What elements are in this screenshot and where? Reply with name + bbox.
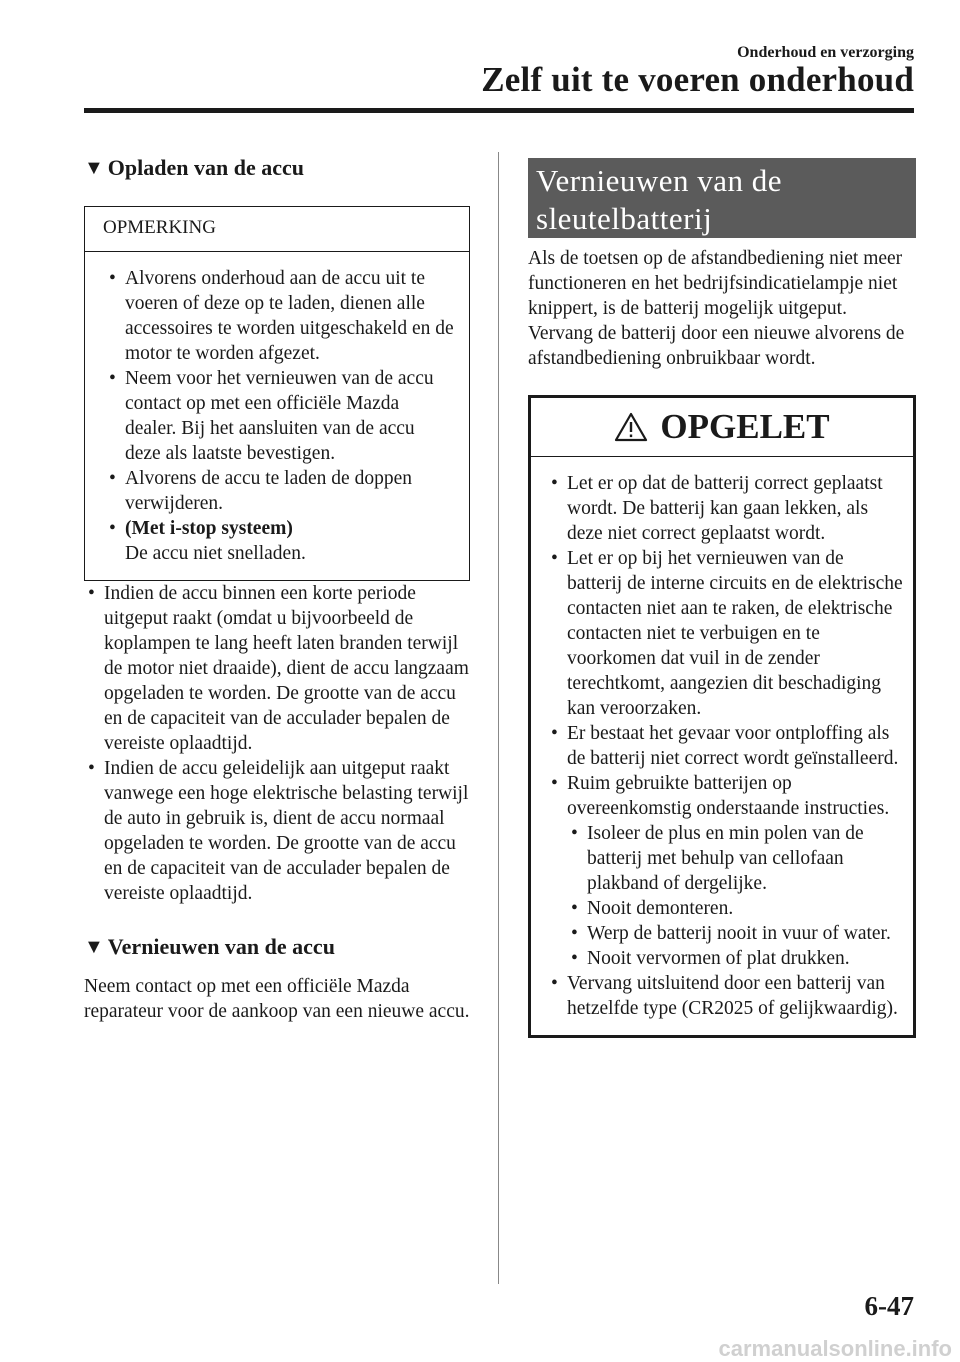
section-heading-charging <box>84 155 470 181</box>
chapter-title: Zelf uit te voeren onderhoud <box>481 60 914 99</box>
sub-item: • Werp de batterij nooit in vuur of water. <box>567 921 903 946</box>
charging-list <box>84 581 470 906</box>
caution-body <box>531 457 913 1035</box>
istop-label: (Met i-stop systeem) <box>125 518 293 539</box>
note-item: • Alvorens de accu te laden de doppen verwijderen. <box>105 466 455 516</box>
page-number: 6-47 <box>864 1291 914 1321</box>
caution-item <box>547 771 903 971</box>
section-title: Opladen van de accu <box>107 155 304 180</box>
list-item: • Indien de accu geleidelijk aan uitgeput raakt vanwege een hoge elektrische belasting terwijl de auto in gebruik is, dient de accu normaal opgeladen te worden. De grootte van de accu en de capaciteit van de acculader bepalen de vereiste oplaadtijd. <box>84 756 470 906</box>
heading-line: sleutelbatterij <box>536 201 713 236</box>
triangle-down-icon: ▼ <box>84 935 104 958</box>
sub-item: • Nooit demonteren. <box>567 896 903 921</box>
note-item-istop <box>105 516 455 566</box>
caution-item-text: Ruim gebruikte batterijen op overeenkomstig onderstaande instructies. <box>567 773 890 819</box>
note-body <box>85 252 469 580</box>
list-item: • Indien de accu binnen een korte periode uitgeput raakt (omdat u bijvoorbeeld de koplampen te lang heeft laten branden terwijl de motor niet draaide), dient de accu langzaam opgeladen te worden. De grootte van de accu en de capaciteit van de acculader bepalen de vereiste oplaadtijd. <box>84 581 470 756</box>
caution-title: OPGELET <box>660 407 830 446</box>
disposal-sublist <box>567 821 903 971</box>
triangle-down-icon: ▼ <box>84 156 104 179</box>
istop-text: De accu niet snelladen. <box>125 543 306 564</box>
warning-icon <box>614 412 648 442</box>
caution-item: • Er bestaat het gevaar voor ontploffing als de batterij niet correct wordt geïnstalleerd. <box>547 721 903 771</box>
caution-box <box>528 395 916 1038</box>
section-title: Vernieuwen van de accu <box>107 934 335 959</box>
caution-item: • Let er op bij het vernieuwen van de batterij de interne circuits en de elektrische contacten niet aan te raken, de elektrische contacten niet te verbuigen en te voorkomen dat vuil in de zender terechtkomt, aangezien dit beschadiging kan veroorzaken. <box>547 546 903 721</box>
sub-item: • Nooit vervormen of plat drukken. <box>567 946 903 971</box>
chapter-subtitle: Onderhoud en verzorging <box>737 44 914 61</box>
caution-item: • Let er op dat de batterij correct geplaatst wordt. De batterij kan gaan lekken, als deze niet correct geplaatst wordt. <box>547 471 903 546</box>
left-column <box>84 155 470 1024</box>
caution-heading <box>531 398 913 457</box>
note-heading: OPMERKING <box>85 207 469 252</box>
intro-paragraph: Vervang de batterij door een nieuwe alvorens de afstandbediening onbruikbaar wordt. <box>528 323 905 369</box>
note-item: • Alvorens onderhoud aan de accu uit te voeren of deze op te laden, dienen alle accessoires te worden uitgeschakeld en de motor te worden afgezet. <box>105 266 455 366</box>
heading-line: Vernieuwen van de <box>536 163 783 198</box>
section-heading-replace-battery <box>84 934 470 960</box>
note-box <box>84 206 470 581</box>
sub-item: • Isoleer de plus en min polen van de batterij met behulp van cellofaan plakband of dergelijke. <box>567 821 903 896</box>
note-item: • Neem voor het vernieuwen van de accu contact op met een officiële Mazda dealer. Bij het aansluiten van de accu deze als laatste bevestigen. <box>105 366 455 466</box>
column-divider <box>498 152 499 1284</box>
intro-paragraph: Als de toetsen op de afstandbediening niet meer functioneren en het bedrijfsindicatielampje niet knippert, is de batterij mogelijk uitgeput. <box>528 248 903 319</box>
key-battery-heading <box>528 158 916 238</box>
watermark: carmanualsonline.info <box>718 1336 952 1361</box>
header-rule <box>84 108 914 113</box>
right-column <box>528 158 916 1038</box>
caution-item: • Vervang uitsluitend door een batterij van hetzelfde type (CR2025 of gelijkwaardig). <box>547 971 903 1021</box>
section-text: Neem contact op met een officiële Mazda reparateur voor de aankoop van een nieuwe accu. <box>84 976 470 1022</box>
